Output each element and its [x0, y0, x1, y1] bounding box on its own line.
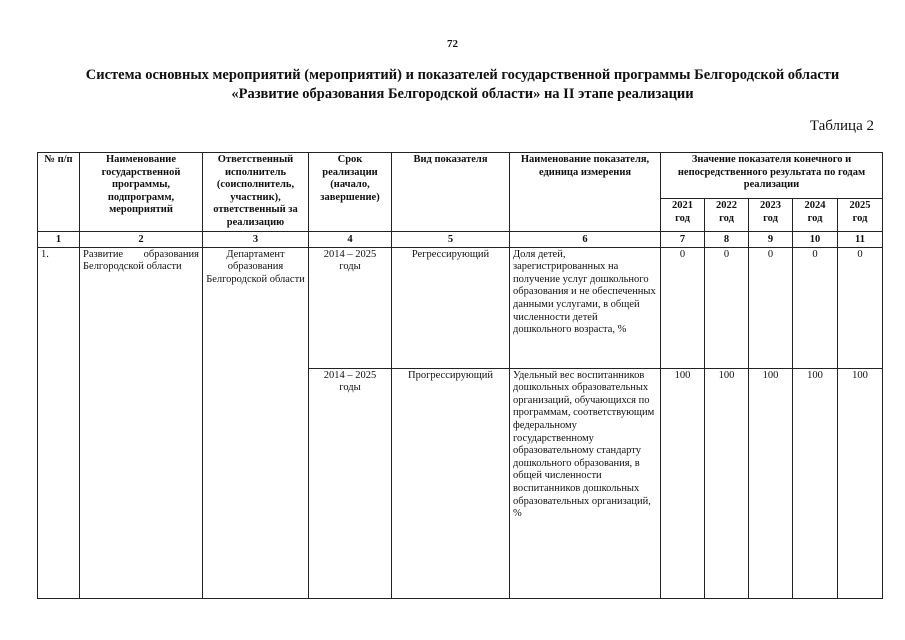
value-2021: 0 — [661, 247, 705, 368]
indicator-type-cell: Регрессирующий — [392, 247, 510, 368]
term-cell: 2014 – 2025 годы — [309, 247, 392, 368]
header-num: № п/п — [38, 153, 80, 232]
header-values-group: Значение показателя конечного и непосредственного результата по годам реализации — [661, 153, 883, 199]
table-label: Таблица 2 — [809, 118, 874, 134]
value-2022: 100 — [705, 368, 749, 598]
column-number: 5 — [392, 231, 510, 247]
column-number: 6 — [510, 231, 661, 247]
row-number: 1. — [38, 247, 80, 598]
header-year-2023: 2023 год — [749, 199, 793, 231]
value-2024: 0 — [793, 247, 838, 368]
value-2025: 100 — [838, 368, 883, 598]
page-number: 72 — [447, 38, 458, 50]
document-title — [20, 66, 905, 104]
header-year-2025: 2025 год — [838, 199, 883, 231]
header-indicator-name: Наименование показателя, единица измерения — [510, 153, 661, 232]
title-line-1: Система основных мероприятий (мероприятий) и показателей государственной программы Белгородской области — [85, 67, 840, 83]
indicators-table — [37, 152, 883, 599]
column-number: 4 — [309, 231, 392, 247]
responsible-executor: Департамент образования Белгородской области — [203, 247, 309, 598]
header-term: Срок реализации (начало, завершение) — [309, 153, 392, 232]
column-number: 3 — [203, 231, 309, 247]
header-year-2024: 2024 год — [793, 199, 838, 231]
header-year-2021: 2021 год — [661, 199, 705, 231]
table-row — [38, 247, 883, 368]
header-executor: Ответственный исполнитель (соисполнитель, участник), ответственный за реализацию — [203, 153, 309, 232]
header-name: Наименование государственной программы, подпрограмм, мероприятий — [80, 153, 203, 232]
header-year-2022: 2022 год — [705, 199, 749, 231]
header-indicator-type: Вид показателя — [392, 153, 510, 232]
column-number: 2 — [80, 231, 203, 247]
program-name: Развитие образования Белгородской области — [80, 247, 203, 598]
value-2023: 0 — [749, 247, 793, 368]
indicator-type-cell: Прогрессирующий — [392, 368, 510, 598]
value-2024: 100 — [793, 368, 838, 598]
column-number-row — [38, 231, 883, 247]
indicator-name-cell: Доля детей, зарегистрированных на получение услуг дошкольного образования и не обеспеченных данными услугами, в общей численности детей дошкольного возраста, % — [510, 247, 661, 368]
column-number: 8 — [705, 231, 749, 247]
column-number: 11 — [838, 231, 883, 247]
column-number: 1 — [38, 231, 80, 247]
title-line-2: «Развитие образования Белгородской области» на II этапе реализации — [231, 86, 694, 102]
value-2021: 100 — [661, 368, 705, 598]
column-number: 10 — [793, 231, 838, 247]
value-2023: 100 — [749, 368, 793, 598]
value-2022: 0 — [705, 247, 749, 368]
column-number: 7 — [661, 231, 705, 247]
value-2025: 0 — [838, 247, 883, 368]
indicator-name-cell: Удельный вес воспитанников дошкольных образовательных организаций, обучающихся по программам, соответствующим федеральному государственному образовательному стандарту дошкольного образования, в общей численности воспитанников дошкольных образовательных организаций, % — [510, 368, 661, 598]
term-cell: 2014 – 2025 годы — [309, 368, 392, 598]
column-number: 9 — [749, 231, 793, 247]
